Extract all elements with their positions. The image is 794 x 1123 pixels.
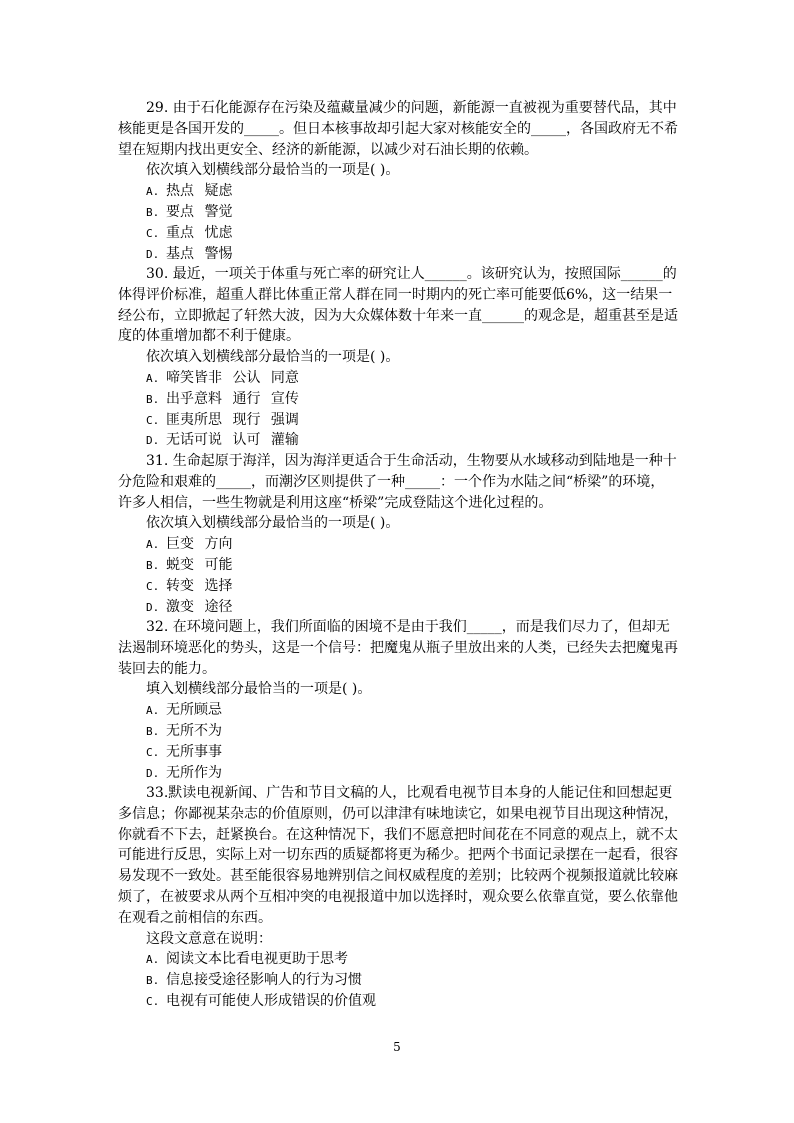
option-letter: C.: [146, 413, 160, 427]
option-text: 阅读文本比看电视更助于思考: [166, 951, 348, 968]
option-text: 激变 途径: [166, 598, 233, 615]
question-29: [118, 98, 678, 264]
option-letter: B.: [146, 392, 160, 406]
option-text: 无所不为: [166, 722, 222, 739]
option-letter: A.: [146, 371, 160, 385]
question-stem: 29. 由于石化能源存在污染及蕴藏量减少的问题，新能源一直被视为重要替代品，其中核能更是各国开发的_____。但日本核事故却引起大家对核能安全的_____，各国政府无不希望在短期内找出更安全、经济的新能源，以减少对石油长期的依赖。: [118, 100, 678, 158]
question-instruction: 依次填入划横线部分最恰当的一项是( )。: [146, 349, 400, 366]
option-text: 无所作为: [166, 764, 222, 781]
option-list: [118, 700, 678, 783]
option-b: [146, 970, 678, 991]
question-instruction: 依次填入划横线部分最恰当的一项是( )。: [146, 515, 400, 532]
option-b: [146, 389, 678, 410]
question-33: [118, 783, 678, 1012]
question-instruction: 依次填入划横线部分最恰当的一项是( )。: [146, 162, 400, 179]
option-b: [146, 721, 678, 742]
question-stem: 33.默读电视新闻、广告和节目文稿的人，比观看电视节目本身的人能记住和回想起更多信息；你鄙视某杂志的价值原则，仍可以津津有味地读它，如果电视节目出现这种情况，你就看不下去，赶紧换台。在这种情况下，我们不愿意把时间花在不同意的观点上，就不太可能进行反思，实际上对一切东西的质疑都将更为稀少。把两个书面记录摆在一起看，很容易发现不一致处。甚至能很容易地辨别信之间权威程度的差别；比较两个视频报道就比较麻烦了，在被要求从两个互相冲突的电视报道中加以选择时，观众要么依靠直觉，要么依靠他在观看之前相信的东西。: [118, 785, 678, 926]
question-stem: 31. 生命起原于海洋，因为海洋更适合于生命活动，生物要从水域移动到陆地是一种十分危险和艰难的_____，而潮汐区则提供了一种_____：一个作为水陆之间“桥梁”的环境，许多人相信，一些生物就是利用这座“桥梁”完成登陆这个进化过程的。: [118, 453, 677, 511]
question-31: [118, 451, 678, 617]
option-letter: A.: [146, 185, 160, 199]
option-text: 匪夷所思 现行 强调: [166, 411, 299, 428]
option-letter: D.: [146, 600, 160, 614]
option-b: [146, 202, 678, 223]
option-text: 啼笑皆非 公认 同意: [166, 369, 299, 386]
option-b: [146, 555, 678, 576]
option-letter: D.: [146, 766, 160, 780]
option-text: 热点 疑虑: [166, 183, 233, 200]
option-letter: B.: [146, 205, 160, 219]
option-d: [146, 244, 678, 265]
option-text: 出乎意料 通行 宣传: [166, 390, 299, 407]
option-c: [146, 223, 678, 244]
question-32: [118, 617, 678, 783]
option-list: [118, 949, 678, 1011]
option-a: [146, 949, 678, 970]
option-c: [146, 410, 678, 431]
option-d: [146, 763, 678, 784]
option-text: 蜕变 可能: [166, 556, 233, 573]
question-stem: 30. 最近，一项关于体重与死亡率的研究让人______。该研究认为，按照国际______的体得评价标准，超重人群比体重正常人群在同一时期内的死亡率可能要低6%，这一结果一经公布，立即掀起了轩然大波，因为大众媒体数十年来一直______的观念是，超重甚至是适度的体重增加都不利于健康。: [118, 266, 678, 345]
option-c: [146, 991, 678, 1012]
option-text: 重点 忧虑: [166, 224, 233, 241]
option-text: 无所顾忌: [166, 702, 222, 719]
page-number: 5: [393, 1040, 401, 1054]
option-c: [146, 742, 678, 763]
option-a: [146, 181, 678, 202]
question-instruction: 这段文意意在说明：: [146, 930, 272, 947]
option-list: [118, 181, 678, 264]
question-stem: 32. 在环境问题上，我们所面临的困境不是由于我们_____，而是我们尽力了，但却无法遏制环境恶化的势头，这是一个信号：把魔鬼从瓶子里放出来的人类，已经失去把魔鬼再装回去的能力。: [118, 619, 678, 677]
option-text: 信息接受途径影响人的行为习惯: [166, 972, 362, 989]
option-text: 巨变 方向: [166, 536, 233, 553]
option-letter: C.: [146, 579, 160, 593]
option-letter: B.: [146, 974, 160, 988]
option-letter: D.: [146, 434, 160, 448]
option-text: 无话可说 认可 灌输: [166, 432, 299, 449]
option-letter: C.: [146, 226, 160, 240]
option-letter: D.: [146, 247, 160, 261]
option-d: [146, 597, 678, 618]
option-letter: A.: [146, 704, 160, 718]
option-d: [146, 430, 678, 451]
option-letter: C.: [146, 745, 160, 759]
option-letter: A.: [146, 538, 160, 552]
option-letter: B.: [146, 558, 160, 572]
option-letter: A.: [146, 953, 160, 967]
option-list: [118, 368, 678, 451]
option-text: 要点 警觉: [166, 203, 233, 220]
option-text: 无所事事: [166, 743, 222, 760]
option-a: [146, 534, 678, 555]
option-text: 转变 选择: [166, 577, 233, 594]
question-instruction: 填入划横线部分最恰当的一项是( )。: [146, 681, 372, 698]
option-a: [146, 700, 678, 721]
option-letter: C.: [146, 994, 160, 1008]
option-letter: B.: [146, 724, 160, 738]
option-list: [118, 534, 678, 617]
option-text: 基点 警惕: [166, 245, 233, 262]
question-30: [118, 264, 678, 451]
option-a: [146, 368, 678, 389]
option-text: 电视有可能使人形成错误的价值观: [166, 992, 376, 1009]
option-c: [146, 576, 678, 597]
